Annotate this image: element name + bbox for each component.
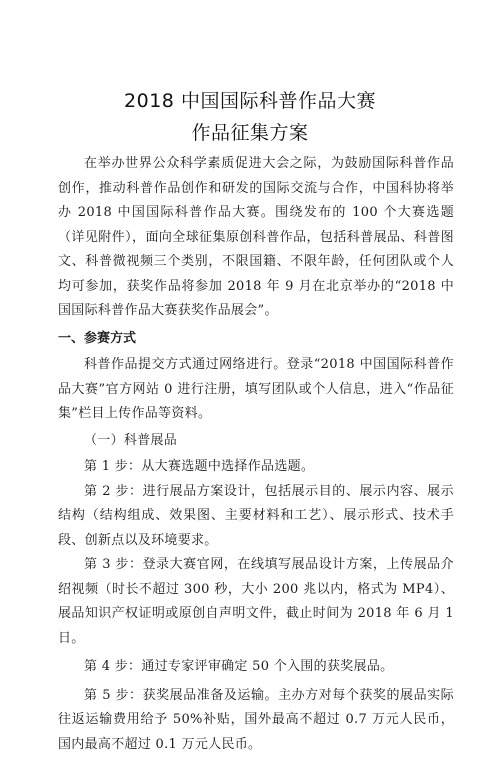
document-title: 2018 中国国际科普作品大赛	[0, 86, 500, 113]
step-paragraph: 第 2 步：进行展品方案设计，包括展示目的、展示内容、展示结构（结构组成、效果图、主要材料和工艺）、展示形式、技术手段、创新点以及环境要求。	[58, 480, 454, 554]
step-paragraph: 第 3 步：登录大赛官网，在线填写展品设计方案，上传展品介绍视频（时长不超过 300 秒，大小 200 兆以内，格式为 MP4）、展品知识产权证明或原创自声明文件，截止时间为 2018 年 6 月 1 日。	[58, 553, 454, 651]
step-paragraph: 第 5 步：获奖展品准备及运输。主办方对每个获奖的展品实际往返运输费用给予 50%补贴，国外最高不超过 0.7 万元人民币，国内最高不超过 0.1 万元人民币。	[58, 684, 454, 757]
step-paragraph: 第 1 步：从大赛选题中选择作品选题。	[58, 455, 454, 480]
document-subtitle: 作品征集方案	[0, 118, 500, 145]
intro-paragraph: 在举办世界公众科学素质促进大会之际，为鼓励国际科普作品创作，推动科普作品创作和研发的国际交流与合作，中国科协将举办 2018 中国国际科普作品大赛。围绕发布的 100 个大赛选题（详见附件），面向全球征集原创科普作品，包括科普展品、科普图文、科普微视频三个类别，不限国籍、不限年龄，任何团队或个人均可参加，获奖作品将参加 2018 年 9 月在北京举办的“2018 中国国际科普作品大赛获奖作品展会”。	[58, 152, 454, 324]
step-paragraph: 第 4 步：通过专家评审确定 50 个入围的获奖展品。	[58, 655, 454, 680]
section-paragraph: 科普作品提交方式通过网络进行。登录“2018 中国国际科普作品大赛”官方网站 0 进行注册，填写团队或个人信息，进入“作品征集”栏目上传作品等资料。	[58, 353, 454, 427]
document-body	[58, 152, 454, 757]
subsection-heading: （一）科普展品	[58, 429, 454, 454]
section-heading: 一、参赛方式	[58, 327, 454, 352]
